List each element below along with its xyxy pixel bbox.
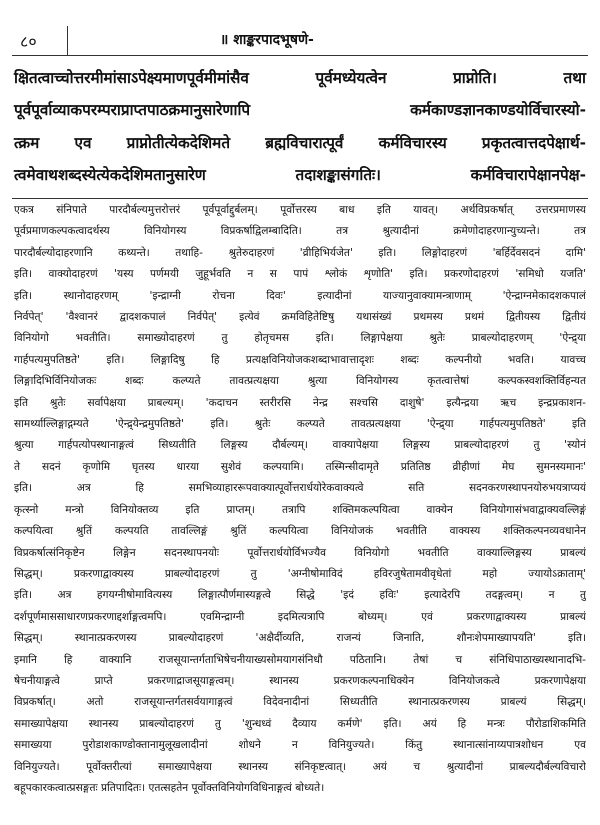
commentary-line: सिद्धम्। प्रकरणाद्वाक्यस्य प्राबल्योदाहरणं तु 'अग्नीषोमाविदं हविरजुषेतामवीवृधेतां महो ज्यायोऽक्राताम्': [14, 567, 586, 580]
verse-line: त्वमेवाथशब्दस्येत्येकदेशिमतानुसारेण तदाशङ्कासंगतिः। कर्मविचारापेक्षानपेक्ष-: [14, 165, 586, 184]
commentary-line: विप्रकर्षात्संनिकृष्टेन लिङ्गेन सदनस्थापनयोः पूर्वोत्तरार्धयोर्विभज्यैव विनियोगो भवतीति वाक्याल्लिङ्गस्य प्राबल्यं: [14, 546, 586, 559]
running-title: ॥ शाङ्करपादभूषणे-: [220, 32, 314, 48]
header-rule: [12, 55, 588, 56]
commentary-line: सिद्धम्। स्थानात्प्रकरणस्य प्राबल्योदाहरणं 'अक्षैर्दीव्यति, राजन्यं जिनाति, शौनःशेपमाख्यापयति' इति।: [14, 632, 586, 645]
section-rule: [12, 198, 588, 199]
commentary-line: विनियोगो भवतीति। समाख्योदाहरणं तु होतृचमस इति। लिङ्गापेक्षया श्रुतेः प्राबल्योदाहरणम् 'ऐन्द्र्या: [14, 332, 586, 345]
commentary-line: समाख्यया पुरोडाशकाण्डोक्तानामुलूखलादीनां शोधने न विनियुज्यते। किंतु स्थानात्सांनाय्यपात्रशोधन एव: [14, 739, 586, 752]
commentary-line: दर्शपूर्णमाससाधारणप्रकरणाद्दर्शाङ्गत्वमपि। एवमिन्द्राग्नी इदमित्यत्रापि बोध्यम्। एवं प्रकरणाद्वाक्यस्य प्राबल्यं: [14, 610, 586, 623]
commentary-line: षेचनीयाङ्गत्वे प्राप्ते प्रकरणाद्राजसूयाङ्गत्वम्। स्थानस्य प्रकरणकल्पनाधिक्येन विनियोजकत्वे प्रकरणापेक्षया: [14, 674, 586, 687]
commentary-line: इति श्रुतेः सर्वापेक्षया प्राबल्यम्। 'कदाचन स्तरीरसि नेन्द्र सश्चसि दाशुषे' इत्यैन्द्रया ऋच इन्द्रप्रकाशन-: [14, 396, 586, 409]
commentary-line: कृत्स्नो मन्त्रो विनियोक्तव्य इति प्राप्तम्। तत्रापि शक्तिमकल्पयित्वा वाक्येन विनियोगासंभवाद्वाक्यवल्लिङ्गं: [14, 503, 586, 516]
commentary-line: कल्पयित्वा श्रुतिं कल्पयति तावल्लिङ्गं श्रुतिं कल्पयित्वा विनियोजकं भवतीति वाक्यस्य शक्तिकल्पनव्यवधानेन: [14, 525, 586, 538]
verse-line: क्षितत्वाच्चोत्तरमीमांसाऽपेक्ष्यमाणपूर्वमीमांसैव पूर्वमध्येयत्वेन प्राप्नोति। तथा: [14, 69, 586, 87]
verse-line: पूर्वपूर्वाव्याकपरम्पराप्राप्तपाठक्रमानुसारेणापि कर्मकाण्डज्ञानकाण्डयोर्विचारस्यो-: [14, 101, 586, 120]
commentary-line: इमानि हि वाक्यानि राजसूयान्तर्गताभिषेचनीयाख्यसोमयागसंनिधौ पठितानि। तेषां च संनिधिपाठाख्यस्थानादभि-: [14, 653, 586, 666]
commentary-block: [14, 200, 586, 799]
commentary-line: गार्हपत्यमुपतिष्ठते' इति। लिङ्गादिषु हि प्रत्यक्षविनियोजकशब्दाभावात्तादृशः शब्दः कल्पनीयो भवति। यावच्च: [14, 353, 586, 366]
commentary-line: श्रुत्या गार्हपत्योपस्थानाङ्गत्वं सिध्यतीति लिङ्गस्य दौर्बल्यम्। वाक्यापेक्षया लिङ्गस्य प्राबल्योदाहरणं तु 'स्योनं: [14, 439, 586, 452]
commentary-line: इति। अत्र हगयग्नीषोमावित्यस्य लिङ्गात्पौर्णमास्यङ्गत्वे सिद्धे 'इदं हविः' इत्यादेरपि तदङ्गत्वम्। न तु: [14, 589, 586, 602]
header-divider: [67, 26, 68, 56]
commentary-line: विनियुज्यते। पूर्वोक्तरीत्यां समाख्यापेक्षया स्थानस्य संनिकृष्टत्वात्। अयं च श्रुत्यादीनां प्राबल्यदौर्बल्यविचारो: [14, 760, 586, 773]
commentary-line: इति। अत्र हि समभिव्याहाररूपवाक्यात्पूर्वोत्तरार्धयोरेकवाक्यत्वे सति सदनकरणस्थापनयोरुभयत्राप्ययं: [14, 482, 586, 495]
verse-line: त्क्रम एव प्राप्नोतीत्येकदेशिमते ब्रह्मविचारात्पूर्वं कर्मविचारस्य प्रकृतत्वात्तदपेक्षार्थ-: [14, 133, 586, 152]
commentary-line: ते सदनं कृणोमि घृतस्य धारया सुशेवं कल्पयामि। तस्मिन्सीदामृते प्रतितिष्ठ व्रीहीणां मेघ सुमनस्यमानः': [14, 460, 586, 473]
commentary-line: बहूपकारकत्वात्प्रसङ्गतः प्रतिपादितः। एतत्सहतेन पूर्वोक्तविनियोगविधिनाङ्गत्वं बोध्यते।: [14, 781, 325, 794]
commentary-line: सामर्थ्याल्लिङ्गाद्गम्यते 'ऐन्द्र्येन्द्रमुपतिष्ठते' इति। श्रुतेः कल्प्यते तावत्प्रत्यक्षया 'ऐन्द्र्या गार्हपत्यमुपतिष्ठते' इति: [14, 418, 586, 431]
verse-block: [14, 62, 586, 191]
commentary-line: समाख्यापेक्षया स्थानस्य प्राबल्योदाहरणं तु 'शुन्धध्वं दैव्याय कर्मणे' इति। अयं हि मन्त्रः पौरोडाशिकमिति: [14, 717, 586, 730]
commentary-line: विप्रकर्षात्। अतो राजसूयान्तर्गतसर्वयागाङ्गत्वं विदेवनादीनां सिध्यतीति स्थानात्प्रकरणस्य प्राबल्यं सिद्धम्।: [14, 696, 586, 709]
page-header: [0, 0, 600, 54]
commentary-line: निर्वपेत्' 'वैश्वानरं द्वादशकपालं निर्वपेत्' इत्येवं क्रमविहितेष्टिषु यथासंख्यं प्रथमस्य प्रथमं द्वितीयस्य द्वितीयं: [14, 311, 586, 324]
page-number: ८०: [20, 32, 37, 51]
commentary-line: इति। स्थानोदाहरणम् 'इन्द्राग्नी रोचना दिवः' इत्यादीनां याज्यानुवाक्यामन्त्राणाम् 'ऐन्द्राग्नमेकादशकपालं: [14, 289, 586, 302]
commentary-line: लिङ्गादिभिर्विनियोजकः शब्दः कल्प्यते तावत्प्रत्यक्षया श्रुत्या विनियोगस्य कृतत्वात्तेषां कल्पकस्वशक्तिर्विहन्यत: [14, 375, 586, 388]
commentary-line: एकत्र संनिपाते पारदौर्बल्यमुत्तरोत्तरं पूर्वपूर्वाद्दुर्बलम्। पूर्वोत्तरस्य बाध इति यावत्। अर्थविप्रकर्षात् उत्तरप्रमाणस्य: [14, 204, 586, 216]
commentary-line: पूर्वप्रमाणकल्पकत्वादर्थस्य विनियोगस्य विप्रकर्षाद्विलम्बादिति। तत्र श्रुत्यादीनां क्रमेणोदाहरणान्युच्यन्ते। तत्र: [14, 225, 586, 238]
commentary-line: इति। वाक्योदाहरणं 'यस्य पर्णमयी जुहूर्भवति न स पापं श्लोकं शृणोति' इति। प्रकरणोदाहरणं 'समिधो यजति': [14, 268, 586, 281]
commentary-line: पारदौर्बल्योदाहरणानि कथ्यन्ते। तथाहि- श्रुतेरुदाहरणं 'व्रीहिभिर्यजेत' इति। लिङ्गोदाहरणं 'बर्हिर्देवसदनं दामि': [14, 246, 586, 259]
